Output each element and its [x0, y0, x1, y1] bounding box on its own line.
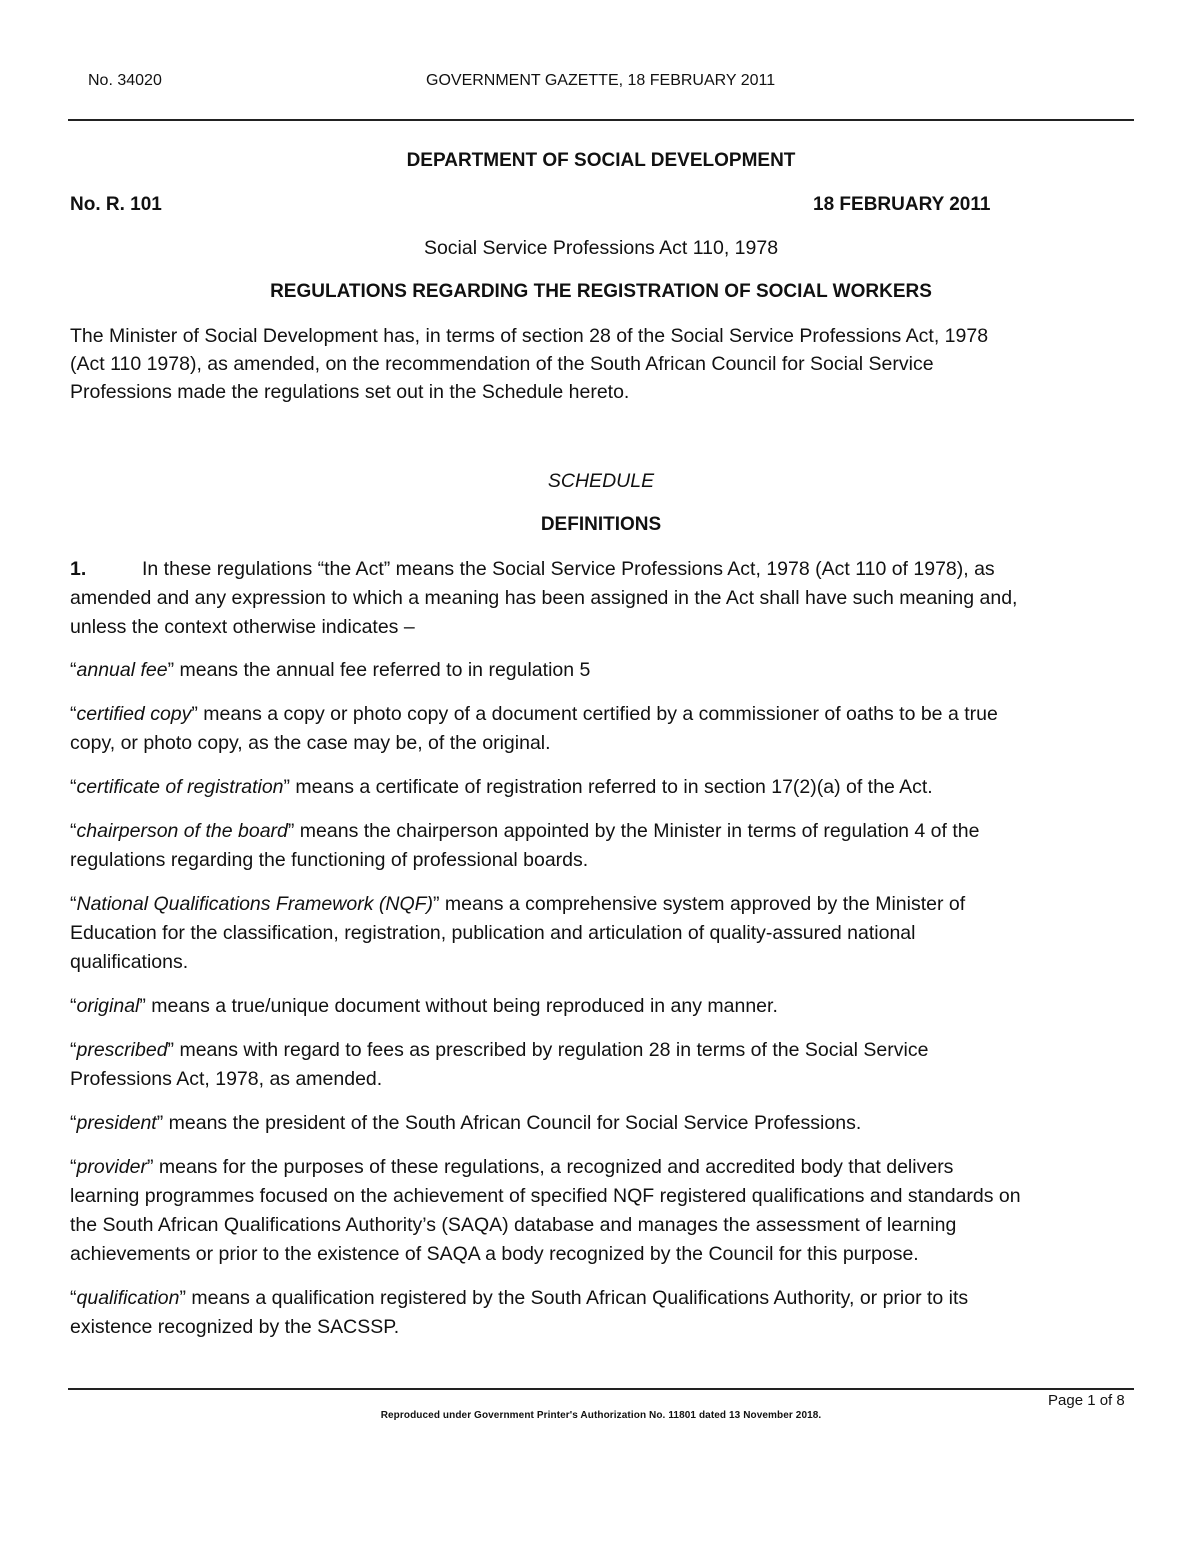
definition-term: president — [76, 1112, 157, 1134]
regulation-date: 18 FEBRUARY 2011 — [813, 194, 991, 215]
definition-text: ” means for the purposes of these regulations, a recognized and accredited body that delivers — [146, 1156, 954, 1178]
definition-term: chairperson of the board — [76, 820, 288, 842]
definition-text: ” means a qualification registered by the South African Qualifications Authority, or prior to its — [179, 1287, 969, 1309]
definition-term: certificate of registration — [76, 776, 284, 798]
definition-text: Education for the classification, registration, publication and articulation of quality-assured national — [70, 922, 916, 944]
open-quote: “ — [70, 820, 77, 842]
open-quote: “ — [70, 659, 77, 681]
clause-line: In these regulations “the Act” means the Social Service Professions Act, 1978 (Act 110 of 1978), as — [142, 558, 995, 580]
schedule-heading: SCHEDULE — [547, 470, 655, 492]
definition-text: ” means the president of the South African Council for Social Service Professions. — [156, 1112, 862, 1134]
definition-text: learning programmes focused on the achievement of specified NQF registered qualifications and standards on — [70, 1185, 1021, 1207]
open-quote: “ — [70, 1156, 77, 1178]
reproduction-notice: Reproduced under Government Printer's Authorization No. 11801 dated 13 November 2018. — [380, 1410, 822, 1421]
definition-term: original — [76, 995, 140, 1017]
definition-nqf — [70, 893, 965, 916]
department-heading: DEPARTMENT OF SOCIAL DEVELOPMENT — [406, 150, 796, 171]
definition-text: copy, or photo copy, as the case may be, of the original. — [70, 732, 551, 754]
definition-chairperson — [70, 820, 979, 843]
definition-certified-copy — [70, 703, 998, 726]
definition-term: National Qualifications Framework (NQF) — [76, 893, 434, 915]
clause-number: 1. — [70, 558, 87, 580]
intro-line: (Act 110 1978), as amended, on the recommendation of the South African Council for Social Service — [70, 353, 934, 375]
definition-term: annual fee — [76, 659, 168, 681]
definition-text: qualifications. — [70, 951, 189, 973]
definition-certificate-of-registration — [70, 776, 933, 799]
definition-prescribed — [70, 1039, 928, 1062]
definition-annual-fee — [70, 659, 590, 682]
open-quote: “ — [70, 1287, 77, 1309]
act-reference: Social Service Professions Act 110, 1978 — [423, 237, 779, 259]
definition-term: certified copy — [76, 703, 192, 725]
intro-line: Professions made the regulations set out in the Schedule hereto. — [70, 381, 630, 403]
definition-text: ” means a comprehensive system approved by the Minister of — [433, 893, 966, 915]
definition-text: regulations regarding the functioning of professional boards. — [70, 849, 589, 871]
definition-president — [70, 1112, 861, 1135]
footer-rule — [68, 1388, 1134, 1390]
intro-line: The Minister of Social Development has, in terms of section 28 of the Social Service Professions Act, 1978 — [70, 325, 989, 347]
definition-text: ” means with regard to fees as prescribed by regulation 28 in terms of the Social Service — [167, 1039, 929, 1061]
definition-term: prescribed — [76, 1039, 168, 1061]
clause-line: unless the context otherwise indicates – — [70, 616, 415, 638]
definition-text: ” means a copy or photo copy of a document certified by a commissioner of oaths to be a true — [191, 703, 998, 725]
definition-text: ” means the chairperson appointed by the Minister in terms of regulation 4 of the — [287, 820, 980, 842]
regulation-number: No. R. 101 — [70, 194, 162, 215]
open-quote: “ — [70, 1039, 77, 1061]
definition-text: ” means the annual fee referred to in regulation 5 — [167, 659, 591, 681]
open-quote: “ — [70, 893, 77, 915]
definition-term: qualification — [76, 1287, 180, 1309]
definition-qualification — [70, 1287, 968, 1310]
definition-original — [70, 995, 778, 1018]
definition-provider — [70, 1156, 953, 1179]
definition-text: achievements or prior to the existence of SAQA a body recognized by the Council for this purpose. — [70, 1243, 919, 1265]
regulations-title: REGULATIONS REGARDING THE REGISTRATION OF SOCIAL WORKERS — [270, 281, 932, 302]
definition-text: existence recognized by the SACSSP. — [70, 1316, 400, 1338]
open-quote: “ — [70, 995, 77, 1017]
open-quote: “ — [70, 776, 77, 798]
definition-text: ” means a true/unique document without being reproduced in any manner. — [139, 995, 778, 1017]
definition-text: the South African Qualifications Authority’s (SAQA) database and manages the assessment of learning — [70, 1214, 957, 1236]
definition-text: ” means a certificate of registration referred to in section 17(2)(a) of the Act. — [283, 776, 933, 798]
clause-line: amended and any expression to which a meaning has been assigned in the Act shall have such meaning and, — [70, 587, 1018, 609]
definition-term: provider — [76, 1156, 147, 1178]
gazette-title: GOVERNMENT GAZETTE, 18 FEBRUARY 2011 — [426, 72, 776, 89]
definitions-heading: DEFINITIONS — [540, 514, 662, 535]
open-quote: “ — [70, 1112, 77, 1134]
gazette-number: No. 34020 — [88, 72, 162, 89]
definition-text: Professions Act, 1978, as amended. — [70, 1068, 383, 1090]
open-quote: “ — [70, 703, 77, 725]
header-rule — [68, 119, 1134, 121]
page-number: Page 1 of 8 — [1048, 1392, 1125, 1409]
